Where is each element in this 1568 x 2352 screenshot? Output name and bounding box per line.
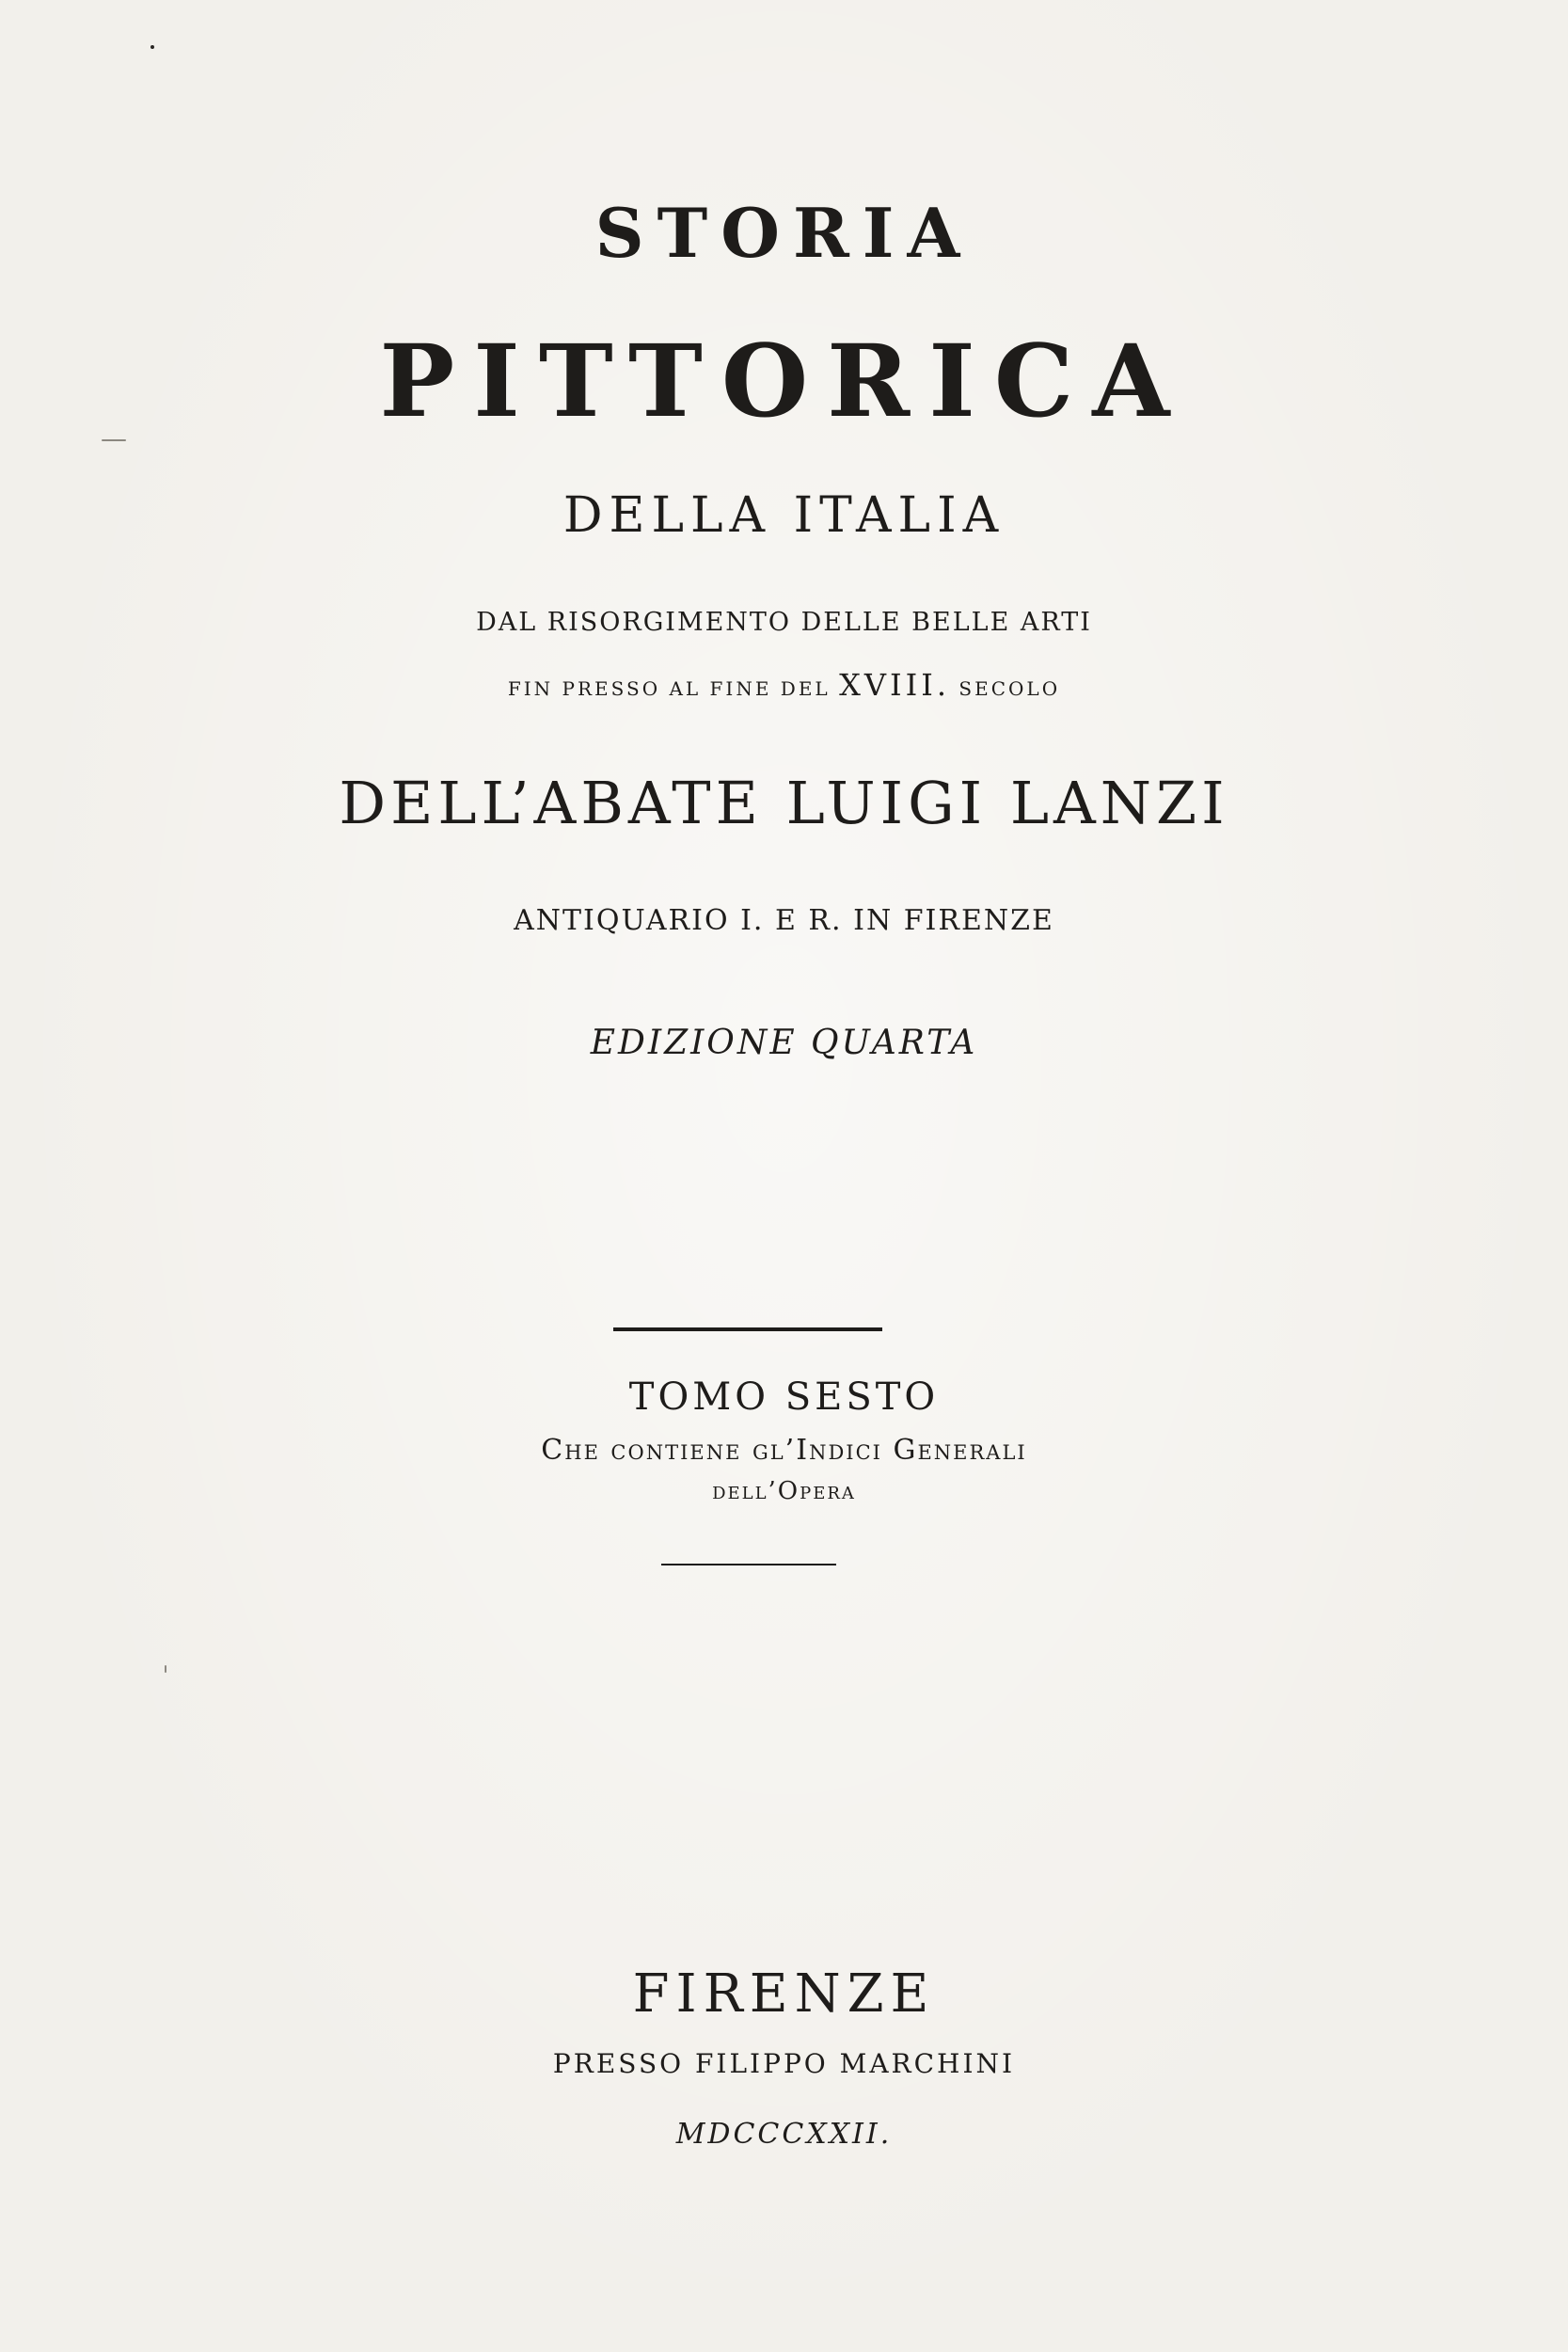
volume-description-line2: dell’Opera — [712, 1477, 856, 1505]
imprint-publisher: PRESSO FILIPPO MARCHINI — [552, 2048, 1016, 2079]
subtitle-century: XVIII. — [839, 667, 951, 703]
volume-description-line1: Che contiene gl’Indici Generali — [541, 1434, 1027, 1467]
divider-bottom — [661, 1564, 836, 1565]
title-storia: STORIA — [594, 193, 974, 273]
subtitle-secolo-post: SECOLO — [958, 677, 1061, 700]
divider-top — [613, 1327, 882, 1331]
paper-speck — [102, 439, 126, 441]
subtitle-risorgimento: DAL RISORGIMENTO DELLE BELLE ARTI — [476, 608, 1092, 637]
imprint-city: FIRENZE — [632, 1963, 936, 2025]
title-pittorica: PITTORICA — [379, 322, 1189, 439]
author-role: ANTIQUARIO I. E R. IN FIRENZE — [514, 904, 1054, 937]
edition: EDIZIONE QUARTA — [590, 1024, 978, 1062]
subtitle-secolo — [0, 667, 1568, 703]
volume-title: TOMO SESTO — [628, 1375, 940, 1419]
paper-speck — [165, 1665, 166, 1673]
imprint-year: MDCCCXXII. — [675, 2118, 893, 2151]
paper-speck — [150, 45, 154, 49]
author-name: DELL’ABATE LUIGI LANZI — [339, 769, 1229, 837]
subtitle-secolo-pre: FIN PRESSO AL FINE DEL — [507, 677, 831, 700]
title-della-italia: DELLA ITALIA — [562, 487, 1006, 544]
